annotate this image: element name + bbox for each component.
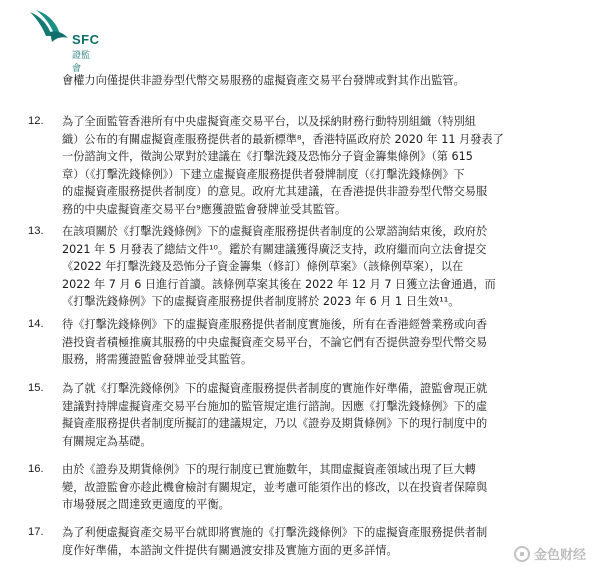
- paragraph-line: 港投資者積極推廣其服務的中央虛擬資產交易平台，不論它們有否提供證券型代幣交易: [62, 335, 488, 349]
- paragraph-text: [62, 461, 570, 514]
- paragraph-text: [62, 113, 570, 218]
- watermark-logo-icon: [514, 546, 530, 562]
- paragraph-number: 13.: [28, 225, 44, 237]
- paragraph-line: 有關規定為基礎。: [62, 434, 152, 448]
- paragraph-line: 度作好準備，本諮詢文件提供有關過渡安排及實施方面的更多詳情。: [62, 543, 398, 557]
- sfc-logo: [28, 8, 100, 74]
- paragraph-text: [62, 380, 570, 450]
- paragraph-line: 章）（《打擊洗錢條例》）下建立虛擬資產服務提供者發牌制度（《打擊洗錢條例》下: [62, 167, 465, 181]
- paragraph-line: 《打擊洗錢條例》下的虛擬資產服務提供者制度將於 2023 年 6 月 1 日生效¹¹。: [62, 295, 460, 308]
- paragraph-line: 為了利便虛擬資產交易平台就即將實施的《打擊洗錢條例》下的虛擬資產服務提供者制: [62, 526, 488, 539]
- paragraph-line: 《2022 年打擊洗錢及恐怖分子資金籌集（修訂）條例草案》（該條例草案），以在: [62, 260, 464, 273]
- paragraph-line: 2021 年 5 月發表了總結文件¹⁰。鑑於有關建議獲得廣泛支持，政府繼而向立法會提交: [62, 242, 487, 256]
- paragraph-number: 12.: [28, 115, 44, 127]
- paragraph-number: 16.: [28, 463, 44, 475]
- paragraph-line: 建議對持牌虛擬資產交易平台施加的監管規定進行諮詢。因應《打擊洗錢條例》下的虛: [62, 399, 488, 413]
- watermark: [514, 544, 586, 563]
- paragraph-text: [62, 316, 570, 369]
- paragraph-line: 在該項關於《打擊洗錢條例》下的虛擬資產服務提供者制度的公眾諮詢結束後，政府於: [62, 225, 488, 238]
- paragraph-line: 由於《證券及期貨條例》下的現行制度已實施數年，其間虛擬資產領域出現了巨大轉: [62, 463, 476, 476]
- logo-text: SFC: [72, 32, 100, 47]
- paragraph-number: 17.: [28, 526, 44, 538]
- paragraph-line: 市場發展之間達致更適度的平衡。: [62, 498, 230, 511]
- paragraph-line: 變，故證監會亦趁此機會檢討有關規定，並考慮可能須作出的修改，以在投資者保障與: [62, 480, 488, 494]
- paragraph-number: 15.: [28, 382, 44, 394]
- paragraph-line: 一份諮詢文件，徵詢公眾對於建議在《打擊洗錢及恐怖分子資金籌集條例》（第 615: [62, 150, 473, 163]
- paragraph-number: 14.: [28, 318, 44, 330]
- paragraph-line: 為了全面監管香港所有中央虛擬資產交易平台，以及採納財務行動特別組織（特別組: [62, 115, 476, 128]
- paragraph-line: 2022 年 7 月 6 日進行首讀。該條例草案其後在 2022 年 12 月 7 日獲立法會通過，而: [62, 277, 496, 291]
- intro-text: 會權力向僅提供非證券型代幣交易服務的虛擬資產交易平台發牌或對其作出監管。: [62, 74, 465, 87]
- paragraph-line: 待《打擊洗錢條例》下的虛擬資產服務提供者制度實施後，所有在香港經營業務或向香: [62, 318, 488, 331]
- paragraph-line: 擬資產服務提供者制度所擬訂的建議規定，乃以《證券及期貨條例》下的現行制度中的: [62, 417, 488, 430]
- logo-subtitle: 證監會: [72, 51, 91, 74]
- sfc-bird-icon: [28, 8, 72, 48]
- paragraph-text: [62, 524, 570, 559]
- paragraph-line: 務的中央虛擬資產交易平台⁹應獲證監會發牌並受其監管。: [62, 202, 347, 216]
- paragraph-text: [62, 223, 570, 311]
- paragraph-line: 的虛擬資產服務提供者制度）的意見。政府尤其建議，在香港提供非證券型代幣交易服: [62, 185, 488, 198]
- paragraph-line: 為了就《打擊洗錢條例》下的虛擬資產服務提供者制度的實施作好準備，證監會現正就: [62, 382, 488, 395]
- watermark-text: 金色财经: [533, 548, 586, 563]
- paragraph-line: 服務，將需獲證監會發牌並受其監管。: [62, 353, 253, 366]
- paragraph-line: 織）公布的有關虛擬資產服務提供者的最新標準⁸，香港特區政府於 2020 年 11 月發表了: [62, 132, 504, 146]
